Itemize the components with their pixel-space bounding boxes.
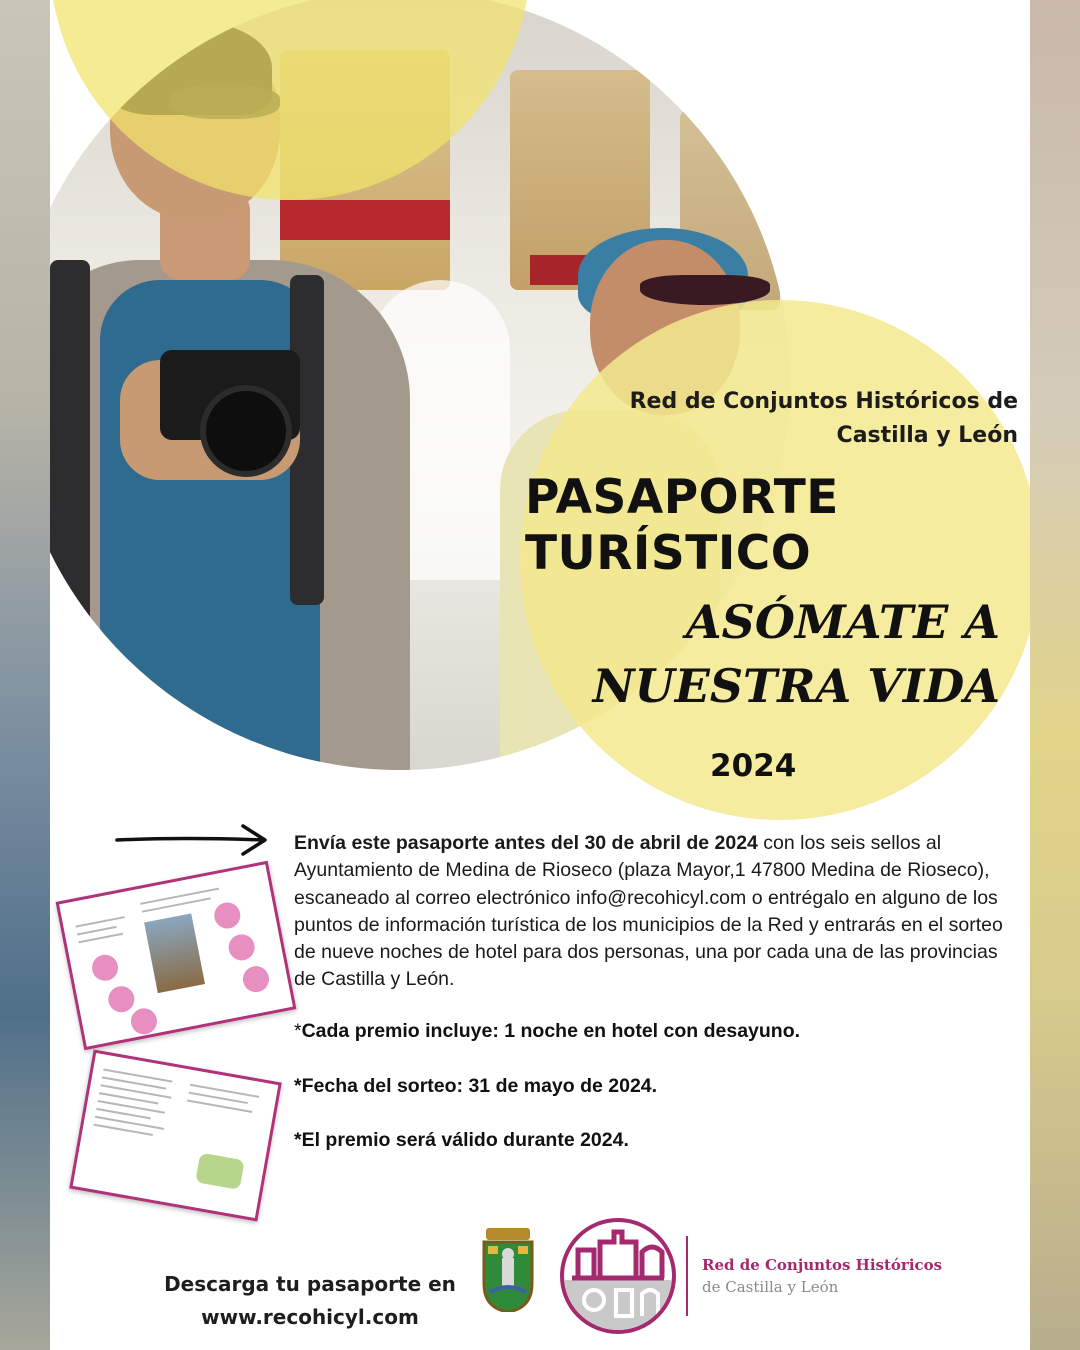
instructions-text: con los seis sellos al Ayuntamiento de Medina de Rioseco (plaza Mayor,1 47800 Medina de Rioseco), escaneado al correo electrónico info@recohicyl.com o entrégalo en alguno de los puntos de información turística de los municipios de la Red y entrarás en el sorteo de nueve noches de hotel para dos personas, una por cada una de las provincias de Castilla y León. xyxy=(294,832,1003,991)
background-left-edge xyxy=(0,0,50,1350)
text-line xyxy=(75,916,124,928)
slogan-line1: ASÓMATE A xyxy=(685,595,1000,649)
stamp-icon xyxy=(241,964,271,994)
slogan-line2: NUESTRA VIDA xyxy=(592,659,1000,713)
organization-title xyxy=(610,385,1018,453)
organization-title-line2: Castilla y León xyxy=(836,423,1018,448)
text-line xyxy=(79,933,124,944)
instructions-paragraph xyxy=(294,830,1009,994)
coat-of-arms-icon xyxy=(480,1228,536,1312)
stamp-icon xyxy=(212,900,242,930)
network-logo-title: Red de Conjuntos Históricos xyxy=(702,1256,943,1274)
stamp-icon xyxy=(90,953,120,983)
passport-thumbnail-info xyxy=(69,1049,282,1221)
passport-title-line2: TURÍSTICO xyxy=(525,526,812,581)
prize-note-prefix: * xyxy=(294,1020,302,1042)
passport-thumbnail-stamps xyxy=(56,861,297,1050)
year-label: 2024 xyxy=(710,748,797,784)
logo-divider xyxy=(686,1236,688,1316)
passport-title xyxy=(525,470,945,582)
download-label: Descarga tu pasaporte en xyxy=(164,1272,456,1296)
download-info xyxy=(155,1268,465,1334)
website-link[interactable]: www.recohicyl.com xyxy=(201,1305,419,1329)
building-photo xyxy=(144,913,205,993)
map-icon xyxy=(195,1153,245,1190)
slogan xyxy=(530,590,1000,718)
stamp-icon xyxy=(129,1006,159,1036)
camera-lens xyxy=(200,385,292,477)
poster xyxy=(50,0,1030,1350)
stamp-icon xyxy=(106,984,136,1014)
draw-date-note xyxy=(294,1075,1009,1098)
validity-text: *El premio será válido durante 2024. xyxy=(294,1129,629,1151)
sunglasses-icon xyxy=(640,275,770,305)
network-logo-icon xyxy=(560,1218,676,1334)
network-logo-drawing xyxy=(564,1222,672,1330)
draw-date-text: *Fecha del sorteo: 31 de mayo de 2024. xyxy=(294,1075,658,1097)
arrow-right-icon xyxy=(115,820,275,860)
stamp-icon xyxy=(226,932,256,962)
organization-title-line1: Red de Conjuntos Históricos de xyxy=(629,389,1018,414)
passport-title-line1: PASAPORTE xyxy=(525,470,839,525)
network-logo-subtitle: de Castilla y León xyxy=(702,1278,839,1296)
deadline-text: Envía este pasaporte antes del 30 de abril de 2024 xyxy=(294,832,758,854)
backpack-strap xyxy=(50,260,90,640)
background-right-edge xyxy=(1030,0,1080,1350)
temple-detail xyxy=(280,200,450,240)
prize-note xyxy=(294,1020,1009,1043)
prize-note-text: Cada premio incluye: 1 noche en hotel con desayuno. xyxy=(301,1020,801,1042)
validity-note xyxy=(294,1129,1009,1152)
